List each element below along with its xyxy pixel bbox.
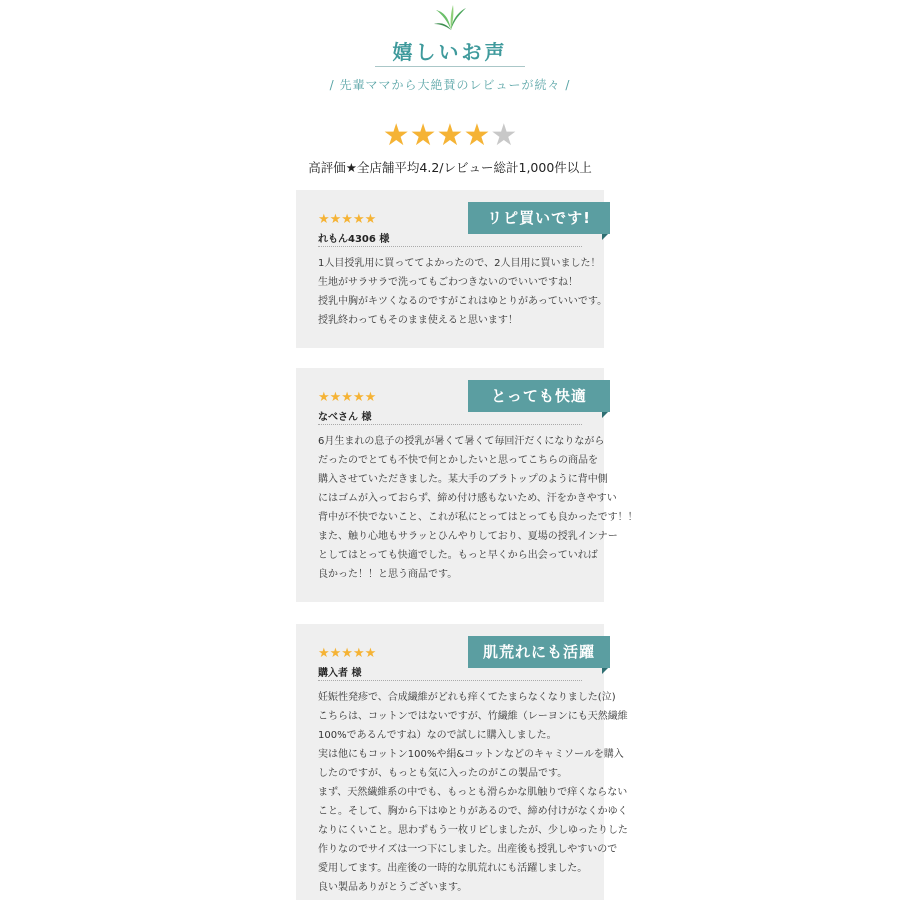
star-filled-icon: ★ — [436, 118, 464, 153]
reviewer-name: れもん4306 様 — [318, 234, 390, 245]
divider — [318, 246, 582, 247]
review-line: 授乳中胸がキツくなるのですがこれはゆとりがあっていいです。 — [318, 296, 608, 307]
ribbon-fold — [602, 668, 608, 674]
review-line: 愛用してます。出産後の一時的な肌荒れにも活躍しました。 — [318, 863, 588, 874]
review-tag: とっても快適 — [468, 380, 610, 412]
review-line: 1人目授乳用に買っててよかったので、2人目用に買いました！ — [318, 258, 601, 269]
title-divider — [375, 66, 525, 67]
reviewer-name: なべさん 様 — [318, 412, 372, 423]
review-line: 実は他にもコットン100%や絹&コットンなどのキャミソールを購入 — [318, 749, 624, 760]
section-title: 嬉しいお声 — [392, 40, 508, 64]
review-stars: ★★★★★ — [318, 212, 377, 227]
review-line: 生地がサラサラで洗ってもごわつきないのでいいですね！ — [318, 277, 578, 288]
review-line: こと。そして、胸から下はゆとりがあるので、締め付けがなくかゆく — [318, 806, 628, 817]
review-tag: リピ買いです! — [468, 202, 610, 234]
reviewer-name: 購入者 様 — [318, 668, 362, 679]
star-filled-icon: ★ — [463, 118, 491, 153]
star-empty-icon: ★ — [490, 118, 518, 153]
divider — [318, 680, 582, 681]
review-text — [318, 688, 628, 897]
review-card — [296, 190, 608, 348]
review-text — [318, 254, 608, 330]
review-line: こちらは、コットンではないですが、竹繊維（レーヨンにも天然繊維 — [318, 711, 628, 722]
review-line: 100%であるんですね）なので試しに購入しました。 — [318, 730, 557, 741]
divider — [318, 424, 582, 425]
review-line: 良かった！！と思う商品です。 — [318, 569, 458, 580]
star-filled-icon: ★ — [409, 118, 437, 153]
review-line: なりにくいこと。思わずもう一枚リピしましたが、少しゆったりした — [318, 825, 628, 836]
review-tag: 肌荒れにも活躍 — [468, 636, 610, 668]
review-line: したのですが、もっとも気に入ったのがこの製品です。 — [318, 768, 568, 779]
review-line: 良い製品ありがとうございます。 — [318, 882, 468, 893]
review-line: まず、天然繊維系の中でも、もっとも滑らかな肌触りで痒くならない — [318, 787, 628, 798]
review-stars: ★★★★★ — [318, 390, 377, 405]
review-line: だったのでとても不快で何とかしたいと思ってこちらの商品を — [318, 455, 598, 466]
review-line: 背中が不快でないこと、これが私にとってはとっても良かったです！！ — [318, 512, 638, 523]
star-filled-icon: ★ — [382, 118, 410, 153]
review-line: 妊娠性発疹で、合成繊維がどれも痒くてたまらなくなりました(泣) — [318, 692, 616, 703]
review-line: 授乳終わってもそのまま使えると思います！ — [318, 315, 518, 326]
review-card — [296, 368, 638, 602]
review-line: 6月生まれの息子の授乳が暑くて暑くて毎回汗だくになりながら — [318, 436, 605, 447]
average-rating-stars — [0, 118, 900, 154]
review-line: にはゴムが入っておらず、締め付け感もないため、汗をかきやすい — [318, 493, 617, 504]
review-line: 購入させていただきました。某大手のブラトップのように背中側 — [318, 474, 608, 485]
review-line: また、触り心地もサラッとひんやりしており、夏場の授乳インナー — [318, 531, 618, 542]
bamboo-leaf-icon — [434, 4, 468, 32]
review-stars: ★★★★★ — [318, 646, 377, 661]
review-line: としてはとっても快適でした。もっと早くから出会っていれば — [318, 550, 598, 561]
rating-summary: 高評価★全店舗平均4.2/レビュー総計1,000件以上 — [308, 160, 592, 175]
ribbon-fold — [602, 234, 608, 240]
review-line: 作りなのでサイズは一つ下にしました。出産後も授乳しやすいので — [318, 844, 618, 855]
ribbon-fold — [602, 412, 608, 418]
review-card — [296, 624, 628, 900]
section-subtitle: / 先輩ママから大絶賛のレビューが続々 / — [329, 78, 571, 92]
review-text — [318, 432, 638, 584]
